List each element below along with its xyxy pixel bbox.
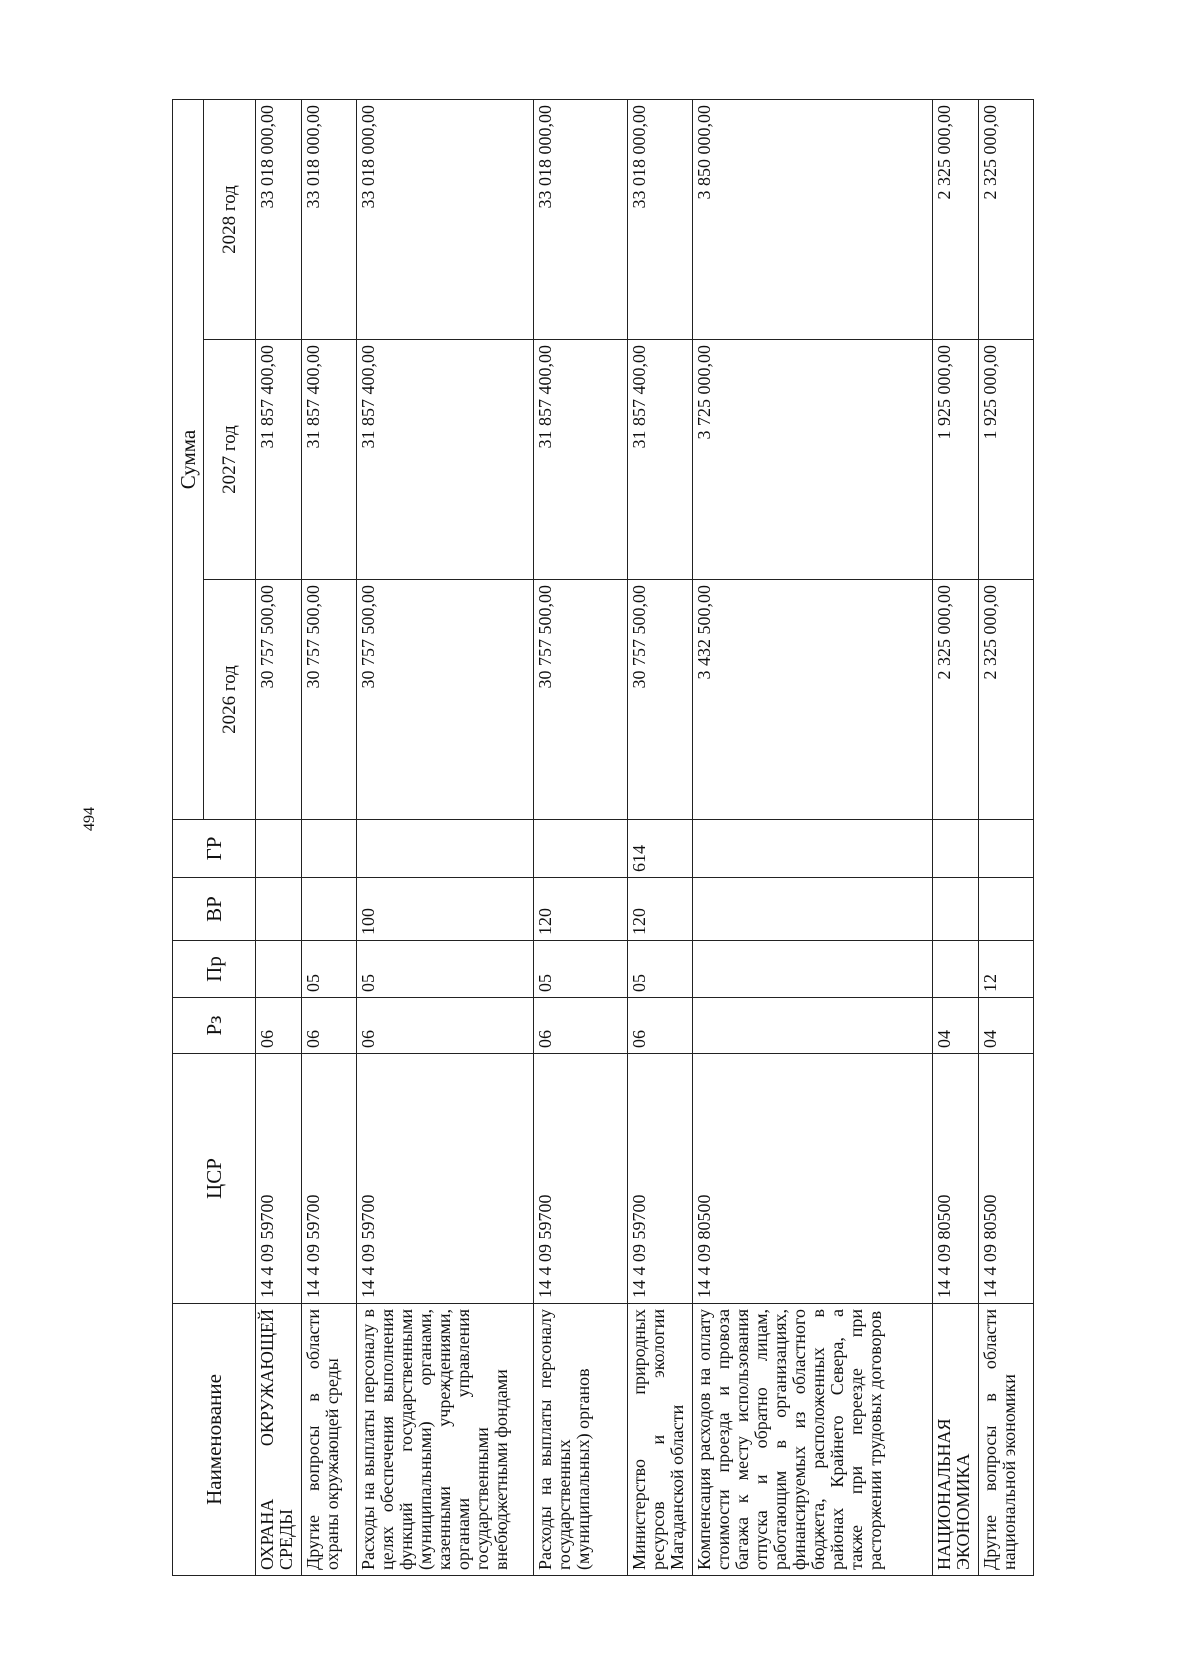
row-2026: 30 757 500,00 [301, 580, 356, 820]
row-2028: 33 018 000,00 [256, 99, 302, 339]
row-rz: 06 [301, 998, 356, 1054]
header-rz: Рз [173, 998, 256, 1054]
row-pr [256, 941, 302, 998]
row-rz: 06 [256, 998, 302, 1054]
row-name: Расходы на выплаты персоналу государственных (муниципальных) органов [534, 1304, 627, 1576]
row-2028: 33 018 000,00 [627, 99, 693, 339]
row-vr [978, 878, 1033, 941]
header-csr: ЦСР [173, 1054, 256, 1304]
table-row [627, 99, 693, 1575]
header-vr: ВР [173, 878, 256, 941]
row-vr: 100 [356, 878, 534, 941]
page-number: 494 [81, 807, 98, 831]
header-name: Наименование [173, 1304, 256, 1576]
row-2026: 2 325 000,00 [978, 580, 1033, 820]
row-pr [693, 941, 933, 998]
row-name: Министерство природных ресурсов и экологии Магаданской области [627, 1304, 693, 1576]
row-2026: 30 757 500,00 [534, 580, 627, 820]
row-2027: 31 857 400,00 [356, 340, 534, 580]
header-2027: 2027 год [204, 340, 256, 580]
row-gr [356, 820, 534, 878]
row-2026: 3 432 500,00 [693, 580, 933, 820]
row-pr: 05 [301, 941, 356, 998]
row-gr [534, 820, 627, 878]
row-csr: 14 4 09 80500 [693, 1054, 933, 1304]
table-row [301, 99, 356, 1575]
row-2027: 31 857 400,00 [627, 340, 693, 580]
row-csr: 14 4 09 59700 [356, 1054, 534, 1304]
row-2027: 3 725 000,00 [693, 340, 933, 580]
row-name: Расходы на выплаты персоналу в целях обеспечения выполнения функций государственными (муниципальными) органами, казенными учреждениями, органами управления государственными внебюджетными фондами [356, 1304, 534, 1576]
header-pr: Пр [173, 941, 256, 998]
table-row [978, 99, 1033, 1575]
row-csr: 14 4 09 80500 [978, 1054, 1033, 1304]
row-gr [256, 820, 302, 878]
row-2027: 31 857 400,00 [256, 340, 302, 580]
row-rz: 06 [534, 998, 627, 1054]
row-csr: 14 4 09 80500 [933, 1054, 979, 1304]
row-pr [933, 941, 979, 998]
row-vr [933, 878, 979, 941]
table-row [356, 99, 534, 1575]
table-row [256, 99, 302, 1575]
table-row [933, 99, 979, 1575]
row-rz [693, 998, 933, 1054]
row-csr: 14 4 09 59700 [256, 1054, 302, 1304]
row-rz: 06 [627, 998, 693, 1054]
row-csr: 14 4 09 59700 [534, 1054, 627, 1304]
row-2027: 31 857 400,00 [301, 340, 356, 580]
header-gr: ГР [173, 820, 256, 878]
row-2028: 33 018 000,00 [356, 99, 534, 339]
row-2026: 2 325 000,00 [933, 580, 979, 820]
row-gr [693, 820, 933, 878]
table-row [534, 99, 627, 1575]
row-name: Компенсация расходов на оплату стоимости проезда и провоза багажа к месту использования отпуска и обратно лицам, работающим в организациях, финансируемых из областного бюджета, расположенных в районах Крайнего Севера, а также при переезде при расторжении трудовых договоров [693, 1304, 933, 1576]
row-vr [256, 878, 302, 941]
row-name: ОХРАНА ОКРУЖАЮЩЕЙ СРЕДЫ [256, 1304, 302, 1576]
row-2027: 31 857 400,00 [534, 340, 627, 580]
row-2026: 30 757 500,00 [627, 580, 693, 820]
row-gr [978, 820, 1033, 878]
header-2028: 2028 год [204, 99, 256, 339]
budget-table-sheet [172, 100, 1034, 1576]
row-name: Другие вопросы в области охраны окружающей среды [301, 1304, 356, 1576]
row-2028: 2 325 000,00 [933, 99, 979, 339]
row-2026: 30 757 500,00 [256, 580, 302, 820]
header-2026: 2026 год [204, 580, 256, 820]
row-csr: 14 4 09 59700 [301, 1054, 356, 1304]
row-2028: 33 018 000,00 [301, 99, 356, 339]
row-vr: 120 [534, 878, 627, 941]
row-2027: 1 925 000,00 [978, 340, 1033, 580]
row-pr: 05 [534, 941, 627, 998]
row-name: НАЦИОНАЛЬНАЯ ЭКОНОМИКА [933, 1304, 979, 1576]
budget-table [172, 99, 1034, 1576]
row-gr [933, 820, 979, 878]
table-row [693, 99, 933, 1575]
row-2028: 3 850 000,00 [693, 99, 933, 339]
row-pr: 12 [978, 941, 1033, 998]
row-2028: 33 018 000,00 [534, 99, 627, 339]
row-2028: 2 325 000,00 [978, 99, 1033, 339]
row-2026: 30 757 500,00 [356, 580, 534, 820]
row-pr: 05 [356, 941, 534, 998]
row-vr: 120 [627, 878, 693, 941]
row-pr: 05 [627, 941, 693, 998]
row-rz: 04 [978, 998, 1033, 1054]
row-vr [693, 878, 933, 941]
row-vr [301, 878, 356, 941]
row-gr: 614 [627, 820, 693, 878]
row-name: Другие вопросы в области национальной экономики [978, 1304, 1033, 1576]
header-sum: Сумма [173, 99, 204, 819]
row-csr: 14 4 09 59700 [627, 1054, 693, 1304]
row-rz: 06 [356, 998, 534, 1054]
row-2027: 1 925 000,00 [933, 340, 979, 580]
row-gr [301, 820, 356, 878]
row-rz: 04 [933, 998, 979, 1054]
